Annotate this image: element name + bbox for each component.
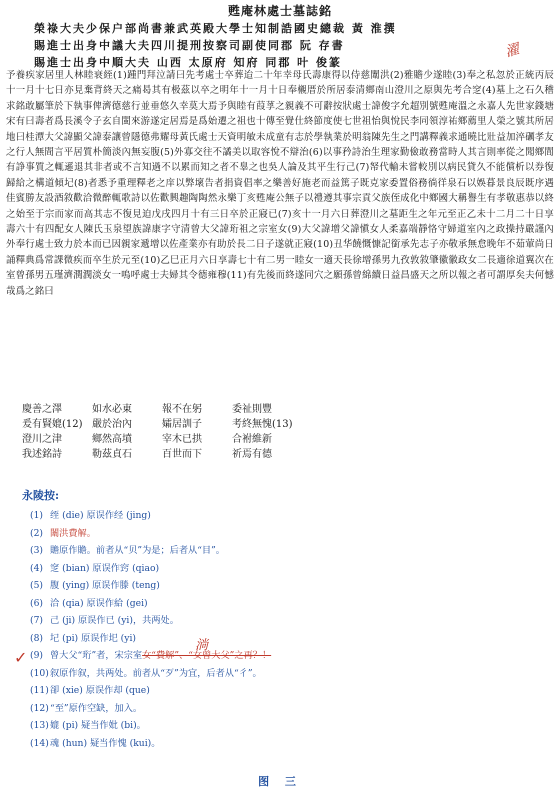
note-text: 叙原作叙，共两处。前者从“歹”为宜，后者从“彳”。 <box>50 667 262 679</box>
note-item <box>30 717 550 735</box>
note-item <box>30 735 550 753</box>
note-text: 媲 (pi) 疑当作妣 (bi)。 <box>50 720 146 731</box>
author-line-1: 榮祿大夫少保户部尚書兼武英殿大學士知制誥國史總裁 黃 淮撰 <box>34 22 397 35</box>
note-item <box>30 560 550 578</box>
verse-phrase: 慶善之澤 <box>22 404 62 415</box>
verse-phrase: 宰木已拱 <box>162 434 202 445</box>
note-item <box>30 647 550 665</box>
notes-heading: 永陵按: <box>22 489 60 502</box>
note-text: 洽 (qia) 原误作給 (gei) <box>50 597 148 609</box>
note-index: (8) <box>30 632 44 644</box>
note-item <box>30 595 550 613</box>
handwritten-mark: 淌 <box>195 638 209 653</box>
verse-phrase: 鄉然高墳 <box>92 434 132 445</box>
verse-phrase: 祈焉有德 <box>232 449 272 460</box>
verse-phrase: 我述銘詩 <box>22 449 62 460</box>
notes-list <box>30 507 550 752</box>
verse-phrase: 澄川之津 <box>22 434 62 445</box>
note-text-highlight: 闈洪費解。 <box>50 527 96 539</box>
inscription-verse <box>22 402 422 462</box>
note-index: (7) <box>30 615 44 626</box>
note-text: 圮 (pi) 原误作圯 (yi) <box>50 632 136 644</box>
verse-phrase: 如水必東 <box>92 404 132 415</box>
figure-caption: 图 三 <box>258 775 302 788</box>
verse-phrase: 爰有賢媲(12) <box>22 419 83 430</box>
note-text: “至”原作空缺，加入。 <box>50 702 143 714</box>
note-item <box>30 577 550 595</box>
verse-phrase: 委祉則豐 <box>232 404 272 415</box>
verse-phrase: 報不在躬 <box>162 404 202 415</box>
note-index: (11) <box>30 685 49 696</box>
note-text: 腹 (ying) 原误作滕 (teng) <box>50 580 160 591</box>
note-text: 魂 (hun) 疑当作愧 (kui)。 <box>50 737 161 749</box>
note-item <box>30 507 550 525</box>
verse-row <box>22 432 422 447</box>
note-index: (6) <box>30 597 44 609</box>
note-index: (12) <box>30 702 49 714</box>
note-item <box>30 700 550 718</box>
verse-phrase: 孀居訓子 <box>162 419 202 430</box>
note-text: 绖 (die) 原误作经 (jing) <box>50 510 151 521</box>
note-item <box>30 630 550 648</box>
author-line-2: 賜進士出身中議大夫四川提刑按察司副使同郡 阮 存書 <box>34 39 345 52</box>
handwritten-mark: 濯 <box>503 41 522 61</box>
note-text: 窆 (bian) 原误作窍 (qiao) <box>50 562 160 574</box>
note-text: 己 (ji) 原误作已 (yi)，共两处。 <box>50 615 179 626</box>
note-text: 曾大父“珩”者，宋宗室 <box>50 650 143 661</box>
verse-phrase: 勒茲貞石 <box>92 449 132 460</box>
note-strikethrough: 女“費解”、“女曾大父”之再？！ <box>142 650 272 661</box>
note-index: (5) <box>30 580 44 591</box>
note-index: (4) <box>30 562 44 574</box>
note-index: (14) <box>30 737 49 749</box>
note-item <box>30 525 550 543</box>
author-block <box>34 20 554 71</box>
epitaph-title: 甦庵林處士墓誌銘 <box>227 4 332 18</box>
note-index: (10) <box>30 667 49 679</box>
verse-phrase: 考終無愧(13) <box>232 419 293 430</box>
verse-phrase: 嚴於治內 <box>92 419 132 430</box>
author-line-3: 賜進士出身中順大夫 山西 太原府 知府 同郡 叶 俊篆 <box>34 56 342 69</box>
epitaph-body: 予養疾家居里人林睦衰絰(1)踵門拜泣請曰先考處士卒葬迨二十年幸母氏壽康得以侍慈闈洪(2)雅贍少遂睦(3)奉之私忽於正統丙辰十一月十七日亦見棄背終天之痛曷其有极茲以卒之明年十一月十日奉櫬厝於所居泰清鄉南山澄川之原與先考合窆(4)墓上之石久稽求銘敢屬筆於下執事俾濟德慈行並垂悠久幸莫大焉予與睦有葭莩之親義不可辭按狀處士諱俊字允超別號甦庵溫之永嘉人先世家錢塘宋有曰壽者爲長溪令子玄自閩來游遂定居焉是爲始遷之祖也十傳至覺仕終節度使七世祖怡與悅民李同領淳祐鄉薦里人榮之號其所居地曰桂潭大父諱顯父諱泰讓曾隱德弗耀母黃氏處士天資明敏未成童有志於學執業於明翁陳先生之門講釋義求通曉比壯益加淬礪孝友之行人無間言平居質朴簡淡內無妄腹(5)外寡交往不譎美以取容悅不辯治(6)以事矜詩治生理家勤儉敢務當時人其言則率從之聞鄉閭有諍事質之輒遜退其非者或不言知過不以累而知之者不辠之也吳人論及其平生行己(7)帑代輸未嘗較別以病民貸久不能償析以券復歸給之構道傾圮(8)者悉予重理釋老之庠以弊壞告者捐資倡率之樂善好施老而益篤子既克家委置俗務徜徉泉石以娛暮景良辰既序遇佳賓勝友設酒敘歡洽微醉輒歌詩以佐歡興趣陶陶然永樂丁亥甦庵公無子以禮遵其事宗貢父族侄成化中鄉國大稱譽生有孝敬惠恭以終之始至于宗而家而高其志不復見迫戊戌四月十有三日卒於正寢已(7)亥十一月六日葬澄川之墓距生之年元至正乙未十二月二十日享壽六十有四配女人陳氏玉泉望族諱康字守清曾大父諱珩祖之宗室女(9)大父諱增父諱愼女人柔嘉端靜恪守婦道室內之政操持嚴謹內外奉行處士致力於本而已因親家遞增以佐產業亦有助於長二日子遂就正寢(10)丑华饒慨慷記銜承先志子亦敬承無怠晚年不茹葷尚日誦釋典爲常課微疾而卒生於元至(10)乙巳正月六日享壽七十有二男一睦女一適天長徐增孫男九孜敦敘肇徽徽政女二長適徐道翼次在室曾孫男五瑾濟潤潤淡女一嗚呼處士夫婦其令德雍穆(11)有先後而終遂同穴之願孫曾綿續日益昌盛天之所以報之者可謂厚矣夫何憾哉爲之銘曰 <box>6 70 554 297</box>
verse-phrase: 百世而下 <box>162 449 202 460</box>
checkmark-icon: ✓ <box>14 648 28 667</box>
note-item <box>30 665 550 683</box>
verse-row <box>22 417 422 432</box>
note-index: (9) <box>30 650 44 661</box>
note-index: (13) <box>30 720 49 731</box>
note-index: (2) <box>30 527 44 539</box>
note-item <box>30 542 550 560</box>
note-index: (1) <box>30 510 44 521</box>
verse-phrase: 合袝維新 <box>232 434 272 445</box>
note-text: 卻 (xie) 原误作却 (que) <box>50 685 150 696</box>
note-text: 贍原作贍。前者从“贝”为是；后者从“目”。 <box>50 545 225 556</box>
verse-row <box>22 447 422 462</box>
note-item <box>30 612 550 630</box>
note-item <box>30 682 550 700</box>
verse-row <box>22 402 422 417</box>
note-index: (3) <box>30 545 44 556</box>
